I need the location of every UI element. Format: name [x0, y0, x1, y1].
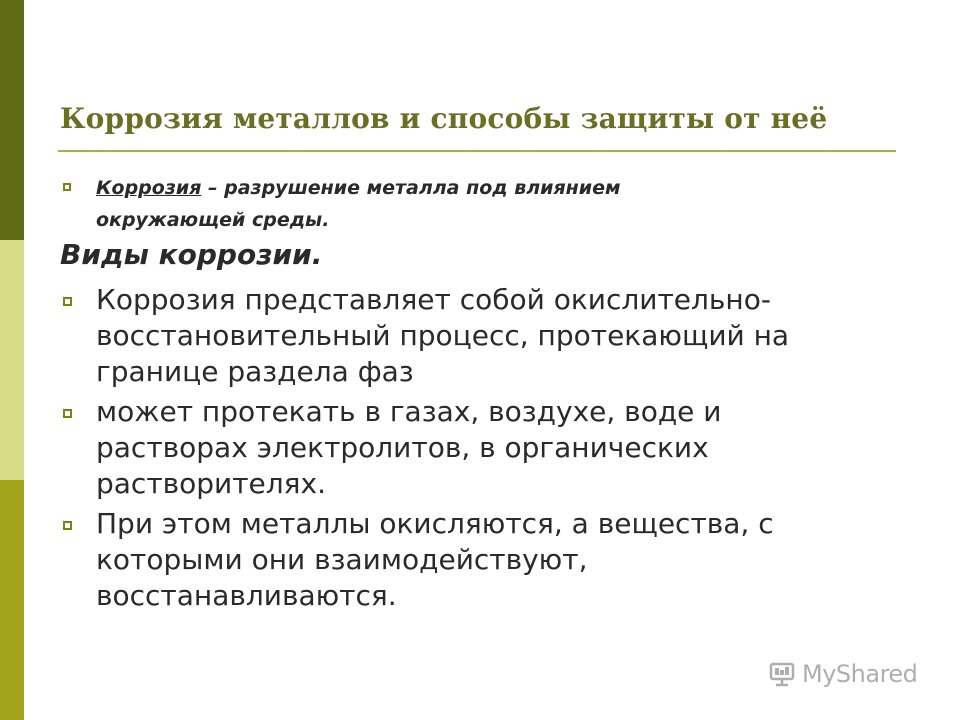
title-divider — [58, 150, 896, 152]
square-bullet-icon — [63, 183, 71, 191]
bullet-item-1 — [96, 282, 896, 390]
section-heading: Виды коррозии. — [60, 238, 323, 271]
bullet-item-3 — [96, 506, 896, 614]
intro-definition — [96, 172, 876, 236]
watermark-text: MyShared — [802, 660, 918, 688]
square-bullet-icon — [63, 409, 72, 418]
slide-title: Коррозия металлов и способы защиты от неё — [60, 102, 828, 135]
intro-term: Коррозия — [96, 177, 202, 199]
intro-line-2: окружающей среды. — [96, 209, 330, 231]
side-bar-top — [0, 0, 24, 240]
myshared-watermark — [768, 656, 928, 692]
bullet-1-line-3: границе раздела фаз — [96, 355, 414, 388]
intro-line-1 — [96, 172, 876, 204]
presentation-icon — [768, 660, 796, 688]
bullet-item-2 — [96, 394, 896, 502]
intro-line1-rest: – разрушение металла под влиянием — [201, 177, 621, 199]
side-bar-middle — [0, 240, 24, 480]
bullet-3-line-2: которыми они взаимодействуют, — [96, 543, 588, 576]
bullet-2-line-1: может протекать в газах, воздухе, воде и — [96, 395, 722, 428]
bullet-2-line-2: растворах электролитов, в органических — [96, 431, 709, 464]
bullet-1-line-1: Коррозия представляет собой окислительно- — [96, 283, 771, 316]
side-bar-bottom — [0, 480, 24, 720]
square-bullet-icon — [63, 521, 72, 530]
bullet-3-line-3: восстанавливаются. — [96, 579, 397, 612]
bullet-3-line-1: При этом металлы окисляются, а вещества, с — [96, 507, 774, 540]
bullet-1-line-2: восстановительный процесс, протекающий на — [96, 319, 790, 352]
square-bullet-icon — [63, 297, 72, 306]
bullet-2-line-3: растворителях. — [96, 467, 326, 500]
